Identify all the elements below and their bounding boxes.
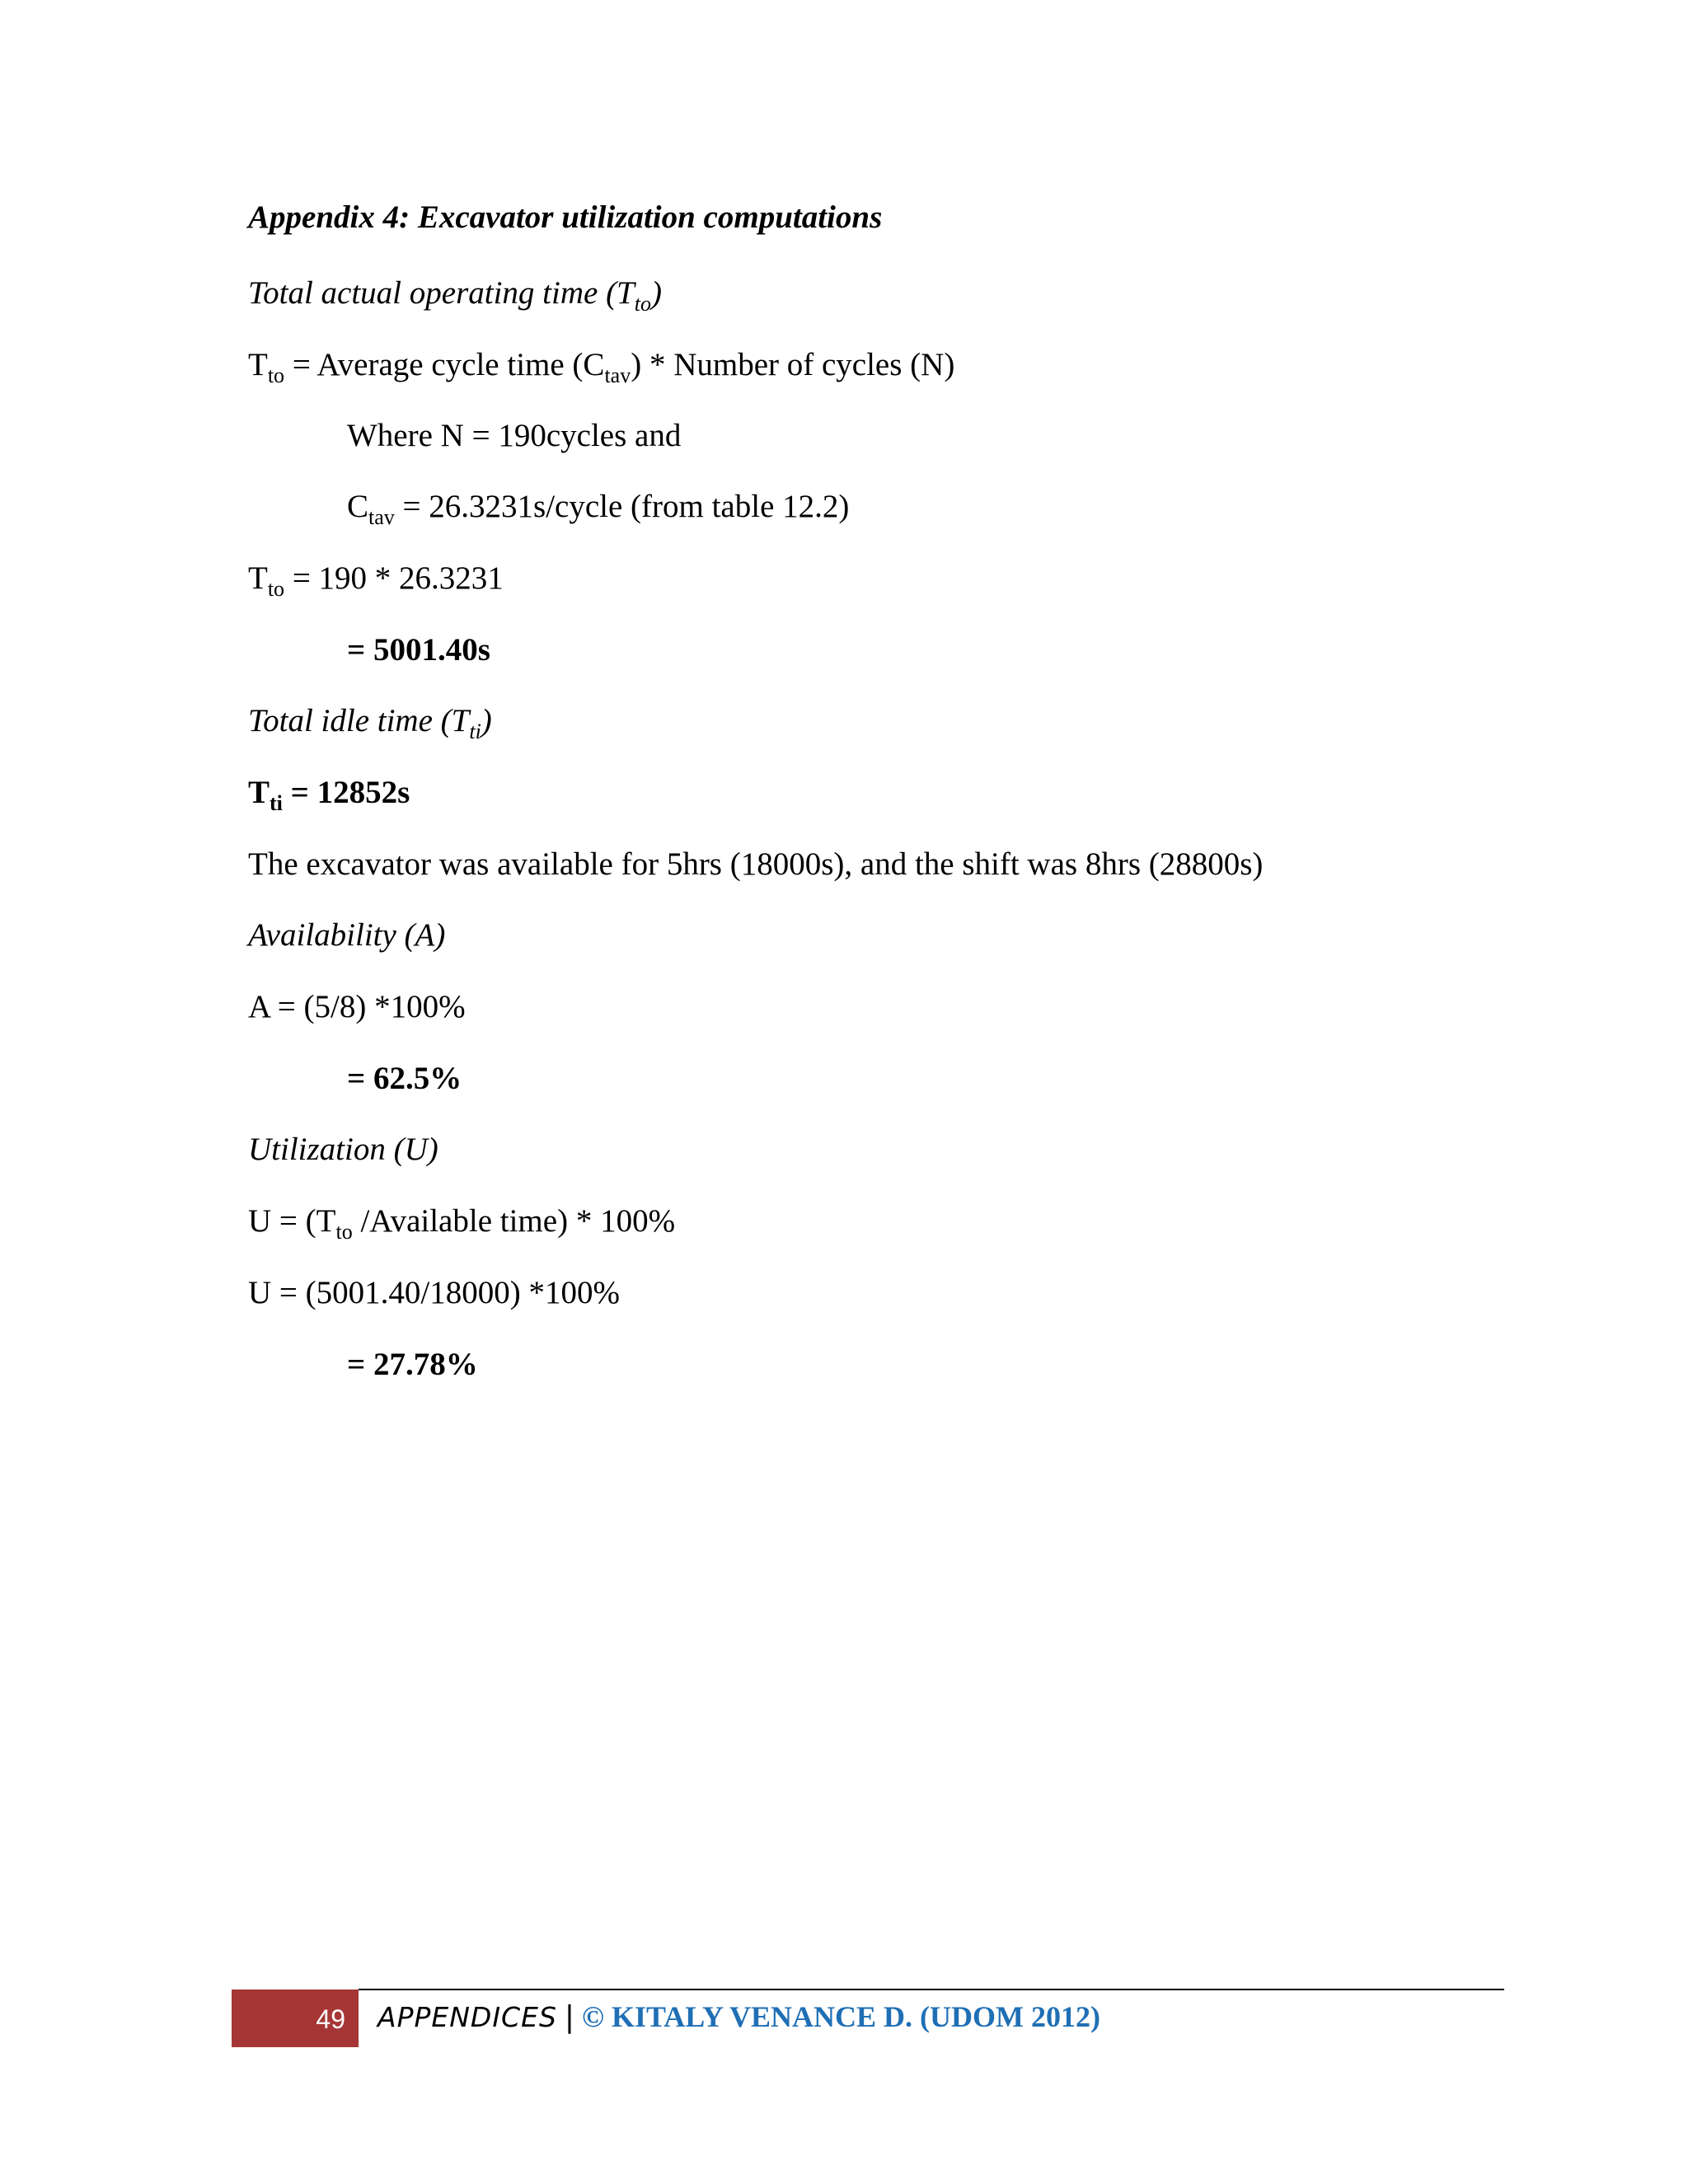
operating-time-substitution: $T_{to} = 190 * 26.3231$ (248, 560, 504, 601)
utilization-label: Utilization (U) (248, 1132, 438, 1167)
total-idle-time-label: Total idle time $(T_{ti})$ (248, 703, 492, 743)
availability-statement: The excavator was available for 5hrs (18000s), and the shift was 8hrs (28800s) (248, 846, 1264, 882)
idle-time-result: $T_{ti} = 12852s$ (248, 775, 410, 815)
footer-text (377, 1999, 1100, 2034)
footer-section-label: APPENDICES (377, 2001, 557, 2033)
total-operating-time-label: Total actual operating time $(T_{to})$ (248, 275, 662, 316)
footer-separator: | (564, 2000, 575, 2034)
utilization-substitution: U = (5001.40/18000) *100% (248, 1275, 620, 1310)
cycle-time-value-line: $C_{tav}$ = 26.3231s/cycle (from table 12.2) (347, 489, 850, 529)
cycles-value-line: Where N = 190cycles and (347, 418, 682, 453)
footer-rule (359, 1989, 1504, 1990)
appendix-heading: Appendix 4: Excavator utilization computations (248, 199, 883, 235)
footer-copyright: © KITALY VENANCE D. (UDOM 2012) (582, 2000, 1100, 2033)
availability-formula: A = (5/8) *100% (248, 989, 466, 1024)
subscript: to (267, 577, 285, 601)
subscript: tav (368, 505, 395, 529)
subscript: to (634, 292, 651, 316)
subscript: ti (469, 719, 481, 743)
utilization-result: = 27.78% (347, 1347, 478, 1382)
subscript: ti (270, 791, 283, 815)
operating-time-result: = 5001.40s (347, 632, 490, 668)
availability-label: Availability (A) (248, 917, 446, 953)
page-number-box (232, 1990, 359, 2047)
subscript: tav (604, 363, 631, 387)
utilization-formula: $U = (T_{to}$ /Available time) * 100% (248, 1203, 676, 1244)
operating-time-formula: $T_{to}$ = Average cycle time $(C_{tav})$ * Number of cycles (N) (248, 347, 955, 387)
subscript: to (335, 1220, 353, 1244)
availability-result: = 62.5% (347, 1061, 462, 1096)
page-number: 49 (316, 2004, 345, 2034)
subscript: to (267, 363, 285, 387)
